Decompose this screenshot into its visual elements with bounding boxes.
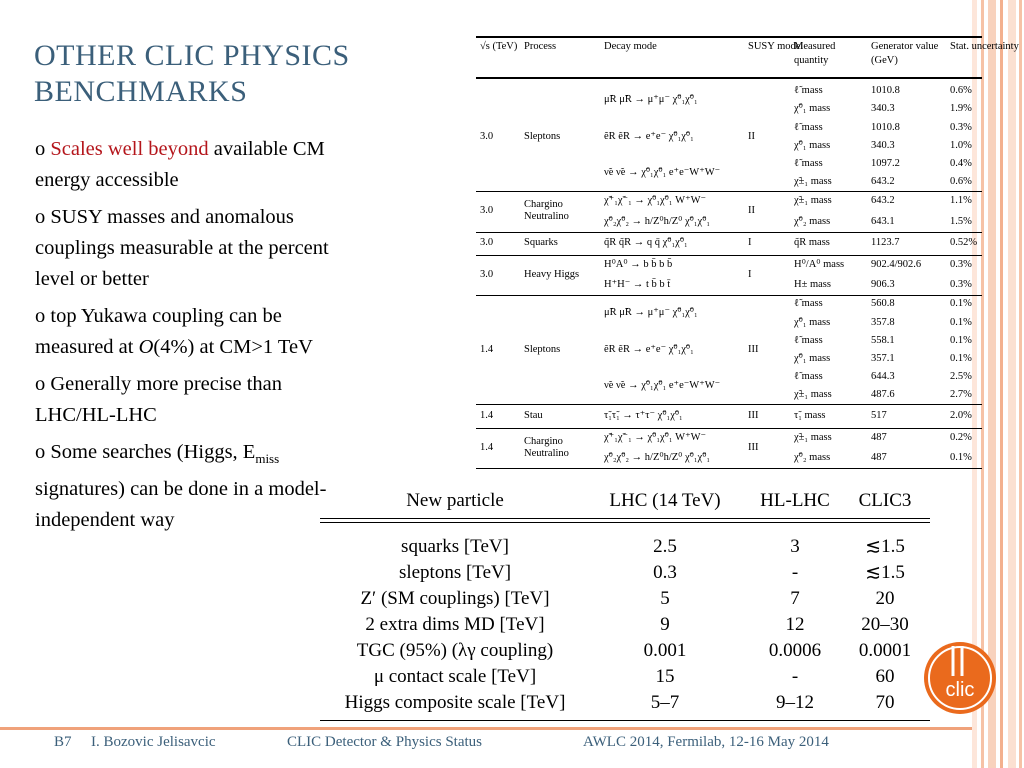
table-row-label: TGC (95%) (λγ coupling) <box>356 640 554 661</box>
table-cell-uncertainty: 1.1% <box>950 195 972 207</box>
table-cell-value: 20 <box>875 588 895 609</box>
table-cell-value: 902.4/902.6 <box>871 258 922 270</box>
table-cell-value: 357.1 <box>871 352 895 364</box>
table-cell-sqrts: 3.0 <box>480 237 494 249</box>
table-cell-value: ≲1.5 <box>865 536 905 557</box>
table-header-cell: New particle <box>406 490 504 511</box>
table-cell-value: 1010.8 <box>871 85 900 97</box>
table-cell-decay: ẽR ẽR → e⁺e⁻ χ̃⁰₁χ̃⁰₁ <box>604 130 694 142</box>
table-header-cell: SUSY model <box>748 41 804 52</box>
table-cell-model: III <box>748 343 759 355</box>
table-cell-value: 5 <box>660 588 670 609</box>
table-cell-uncertainty: 2.7% <box>950 389 972 401</box>
table-cell-value: 0.001 <box>643 640 687 661</box>
table-cell-sqrts: 1.4 <box>480 441 494 453</box>
table-cell-quantity: ℓ̃ mass <box>794 121 823 133</box>
table-cell-value: 643.1 <box>871 215 895 227</box>
table-cell-uncertainty: 2.5% <box>950 371 972 383</box>
table-cell-value: 906.3 <box>871 279 895 291</box>
table-cell-uncertainty: 0.1% <box>950 451 972 463</box>
table-cell-value: 1097.2 <box>871 157 900 169</box>
table-cell-value: 15 <box>655 666 675 687</box>
bullet-3: o top Yukawa coupling can be measured at O(4%) at CM>1 TeV <box>35 305 313 358</box>
table-cell-model: III <box>748 441 759 453</box>
table-cell-decay: ν̃e ν̃e → χ̃⁰₁χ̃⁰₁ e⁺e⁻W⁺W⁻ <box>604 167 721 178</box>
table-cell-uncertainty: 0.2% <box>950 431 972 443</box>
table-cell-model: II <box>748 205 755 217</box>
table-cell-quantity: χ̃⁰₁ mass <box>794 316 831 328</box>
table-cell-process: Stau <box>524 410 543 421</box>
table-cell-value: 7 <box>790 588 800 609</box>
table-rule <box>320 518 930 519</box>
table-cell-process: Chargino Neutralino <box>524 435 569 459</box>
table-cell-value: 644.3 <box>871 371 895 383</box>
svg-text:clic: clic <box>945 679 975 701</box>
footer-talk: CLIC Detector & Physics Status <box>287 734 482 750</box>
table-row-label: Z′ (SM couplings) [TeV] <box>360 588 550 609</box>
table-header-cell: CLIC3 <box>858 490 912 511</box>
table-cell-decay: χ̃⁺₁χ̃⁻₁ → χ̃⁰₁χ̃⁰₁ W⁺W⁻ <box>604 431 707 443</box>
table-cell-sqrts: 3.0 <box>480 130 494 142</box>
table-rule <box>476 191 982 192</box>
table-cell-quantity: χ̃⁰₁ mass <box>794 139 831 151</box>
table-cell-decay: χ̃⁰₂χ̃⁰₂ → h/Z⁰h/Z⁰ χ̃⁰₁χ̃⁰₁ <box>604 215 711 227</box>
susy-benchmark-table <box>476 36 1019 468</box>
table-cell-value: 487 <box>871 451 887 463</box>
footer-event: AWLC 2014, Fermilab, 12-16 May 2014 <box>583 734 829 750</box>
table-cell-decay: ẽR ẽR → e⁺e⁻ χ̃⁰₁χ̃⁰₁ <box>604 343 694 355</box>
table-header-cell: Decay mode <box>604 41 657 52</box>
table-rule <box>476 232 982 233</box>
table-cell-value: 70 <box>875 692 895 713</box>
table-cell-quantity: H⁰/A⁰ mass <box>794 258 845 270</box>
table-cell-process: Chargino Neutralino <box>524 199 569 223</box>
table-header-cell: HL-LHC <box>760 490 830 511</box>
clic-logo <box>922 640 998 716</box>
table-cell-value: 5–7 <box>650 692 680 713</box>
table-cell-quantity: ℓ̃ mass <box>794 371 823 383</box>
table-cell-value: 9–12 <box>776 692 814 713</box>
table-header-cell: Stat. uncertainty <box>950 41 1019 52</box>
table-cell-value: 1123.7 <box>871 237 900 249</box>
table-cell-process: Squarks <box>524 237 558 249</box>
table-rule <box>320 720 930 721</box>
table-header-cell: Measured quantity <box>794 41 836 66</box>
table-cell-decay: μ̃R μ̃R → μ⁺μ⁻ χ̃⁰₁χ̃⁰₁ <box>604 94 698 106</box>
table-cell-uncertainty: 0.1% <box>950 352 972 364</box>
footer-rule <box>0 727 972 730</box>
table-cell-value: 2.5 <box>653 536 677 557</box>
table-cell-quantity: ℓ̃ mass <box>794 298 823 310</box>
table-cell-value: ≲1.5 <box>865 562 905 583</box>
table-cell-value: 9 <box>660 614 670 635</box>
footer-author: I. Bozovic Jelisavcic <box>91 734 216 750</box>
table-rule <box>320 522 930 523</box>
table-cell-decay: H⁰A⁰ → b b̄ b b̄ <box>604 258 673 270</box>
table-cell-value: 340.3 <box>871 103 895 115</box>
table-cell-quantity: χ̃±₁ mass <box>794 431 832 443</box>
table-cell-value: 0.3 <box>653 562 677 583</box>
table-row-label: squarks [TeV] <box>401 536 509 557</box>
table-cell-decay: ν̃e ν̃e → χ̃⁰₁χ̃⁰₁ e⁺e⁻W⁺W⁻ <box>604 380 721 392</box>
table-cell-model: I <box>748 269 752 280</box>
table-cell-model: II <box>748 130 755 142</box>
bullet-2: o SUSY masses and anomalous couplings measurable at the percent level or better <box>35 206 329 290</box>
table-cell-quantity: χ̃±₁ mass <box>794 176 832 188</box>
bullet-4: o Generally more precise than LHC/HL-LHC <box>35 373 283 426</box>
table-cell-model: I <box>748 237 752 249</box>
table-cell-sqrts: 1.4 <box>480 343 494 355</box>
table-cell-value: 20–30 <box>861 614 909 635</box>
table-cell-decay: χ̃⁺₁χ̃⁻₁ → χ̃⁰₁χ̃⁰₁ W⁺W⁻ <box>604 195 707 207</box>
bullet-list <box>35 134 360 542</box>
table-cell-value: 0.0006 <box>768 640 822 661</box>
table-cell-uncertainty: 0.3% <box>950 279 972 291</box>
table-cell-quantity: χ̃⁰₁ mass <box>794 103 831 115</box>
table-cell-uncertainty: 0.3% <box>950 121 972 133</box>
table-cell-quantity: ℓ̃ mass <box>794 334 823 346</box>
table-cell-uncertainty: 1.5% <box>950 215 972 227</box>
table-header-cell: LHC (14 TeV) <box>609 490 721 511</box>
table-cell-quantity: ℓ̃ mass <box>794 157 823 169</box>
table-cell-uncertainty: 0.1% <box>950 298 972 310</box>
table-row-label: μ contact scale [TeV] <box>373 666 537 687</box>
table-cell-value: 60 <box>875 666 895 687</box>
table-header-cell: Generator value (GeV) <box>871 41 939 66</box>
table-cell-sqrts: 3.0 <box>480 269 494 280</box>
table-cell-uncertainty: 1.9% <box>950 103 972 115</box>
table-cell-uncertainty: 0.1% <box>950 316 972 328</box>
table-rule <box>476 404 982 405</box>
table-rule <box>476 255 982 256</box>
table-cell-quantity: χ̃⁰₂ mass <box>794 215 831 227</box>
table-cell-uncertainty: 2.0% <box>950 410 972 421</box>
table-cell-quantity: ℓ̃ mass <box>794 85 823 97</box>
table-cell-uncertainty: 0.6% <box>950 176 972 188</box>
table-cell-quantity: χ̃±₁ mass <box>794 195 832 207</box>
table-cell-quantity: q̃R mass <box>794 237 830 249</box>
slide-title: OTHER CLIC PHYSICS BENCHMARKS <box>34 39 350 108</box>
table-cell-decay: τ̃₁τ̃₁ → τ⁺τ⁻ χ̃⁰₁χ̃⁰₁ <box>604 410 683 421</box>
table-cell-value: 560.8 <box>871 298 895 310</box>
table-cell-uncertainty: 0.4% <box>950 157 972 169</box>
table-cell-decay: χ̃⁰₂χ̃⁰₂ → h/Z⁰h/Z⁰ χ̃⁰₁χ̃⁰₁ <box>604 451 711 463</box>
table-cell-value: 643.2 <box>871 176 895 188</box>
table-row-label: sleptons [TeV] <box>398 562 512 583</box>
table-cell-value: - <box>791 666 799 687</box>
table-cell-quantity: χ̃±₁ mass <box>794 389 832 401</box>
table-rule <box>476 468 982 469</box>
table-cell-quantity: χ̃⁰₂ mass <box>794 451 831 463</box>
table-cell-sqrts: 3.0 <box>480 205 494 217</box>
table-cell-uncertainty: 0.3% <box>950 258 972 270</box>
table-cell-quantity: χ̃⁰₁ mass <box>794 352 831 364</box>
table-rule <box>476 428 982 429</box>
table-cell-value: - <box>791 562 799 583</box>
table-cell-quantity: τ̃₁ mass <box>794 410 826 421</box>
table-cell-uncertainty: 0.6% <box>950 85 972 97</box>
table-cell-uncertainty: 0.1% <box>950 334 972 346</box>
table-cell-value: 0.0001 <box>858 640 912 661</box>
table-cell-quantity: H± mass <box>794 279 831 291</box>
table-cell-process: Heavy Higgs <box>524 269 580 280</box>
table-cell-value: 357.8 <box>871 316 895 328</box>
table-cell-value: 1010.8 <box>871 121 900 133</box>
table-cell-decay: H⁺H⁻ → t b̄ b t̄ <box>604 279 671 291</box>
reach-comparison-table <box>320 484 930 724</box>
table-cell-value: 517 <box>871 410 887 421</box>
table-cell-sqrts: 1.4 <box>480 410 494 421</box>
table-cell-decay: μ̃R μ̃R → μ⁺μ⁻ χ̃⁰₁χ̃⁰₁ <box>604 307 698 319</box>
bullet-1: o Scales well beyond available CM energy accessible <box>35 138 325 191</box>
table-row-label: 2 extra dims MD [TeV] <box>365 614 545 635</box>
table-cell-value: 558.1 <box>871 334 895 346</box>
slide-footer <box>0 734 1024 756</box>
table-cell-process: Sleptons <box>524 343 561 355</box>
bullet-5: o Some searches (Higgs, $E_{miss}$ signatures) can be done in a model-independent way <box>35 441 327 532</box>
table-header-cell: Process <box>524 41 557 52</box>
table-row-label: Higgs composite scale [TeV] <box>344 692 566 713</box>
slide-number: B7 <box>54 734 72 750</box>
table-cell-process: Sleptons <box>524 130 561 142</box>
table-cell-value: 12 <box>785 614 805 635</box>
table-cell-decay: q̃R q̃R → q q̄ χ̃⁰₁χ̃⁰₁ <box>604 237 688 249</box>
table-cell-value: 487.6 <box>871 389 895 401</box>
table-cell-value: 340.3 <box>871 139 895 151</box>
table-rule <box>476 295 982 296</box>
table-cell-value: 643.2 <box>871 195 895 207</box>
table-rule <box>476 36 982 38</box>
table-cell-value: 3 <box>790 536 800 557</box>
table-header-cell: √s (TeV) <box>480 41 518 52</box>
table-cell-uncertainty: 1.0% <box>950 139 972 151</box>
table-cell-uncertainty: 0.52% <box>950 237 978 249</box>
table-cell-value: 487 <box>871 431 887 443</box>
table-cell-model: III <box>748 410 759 421</box>
table-rule <box>476 77 982 79</box>
